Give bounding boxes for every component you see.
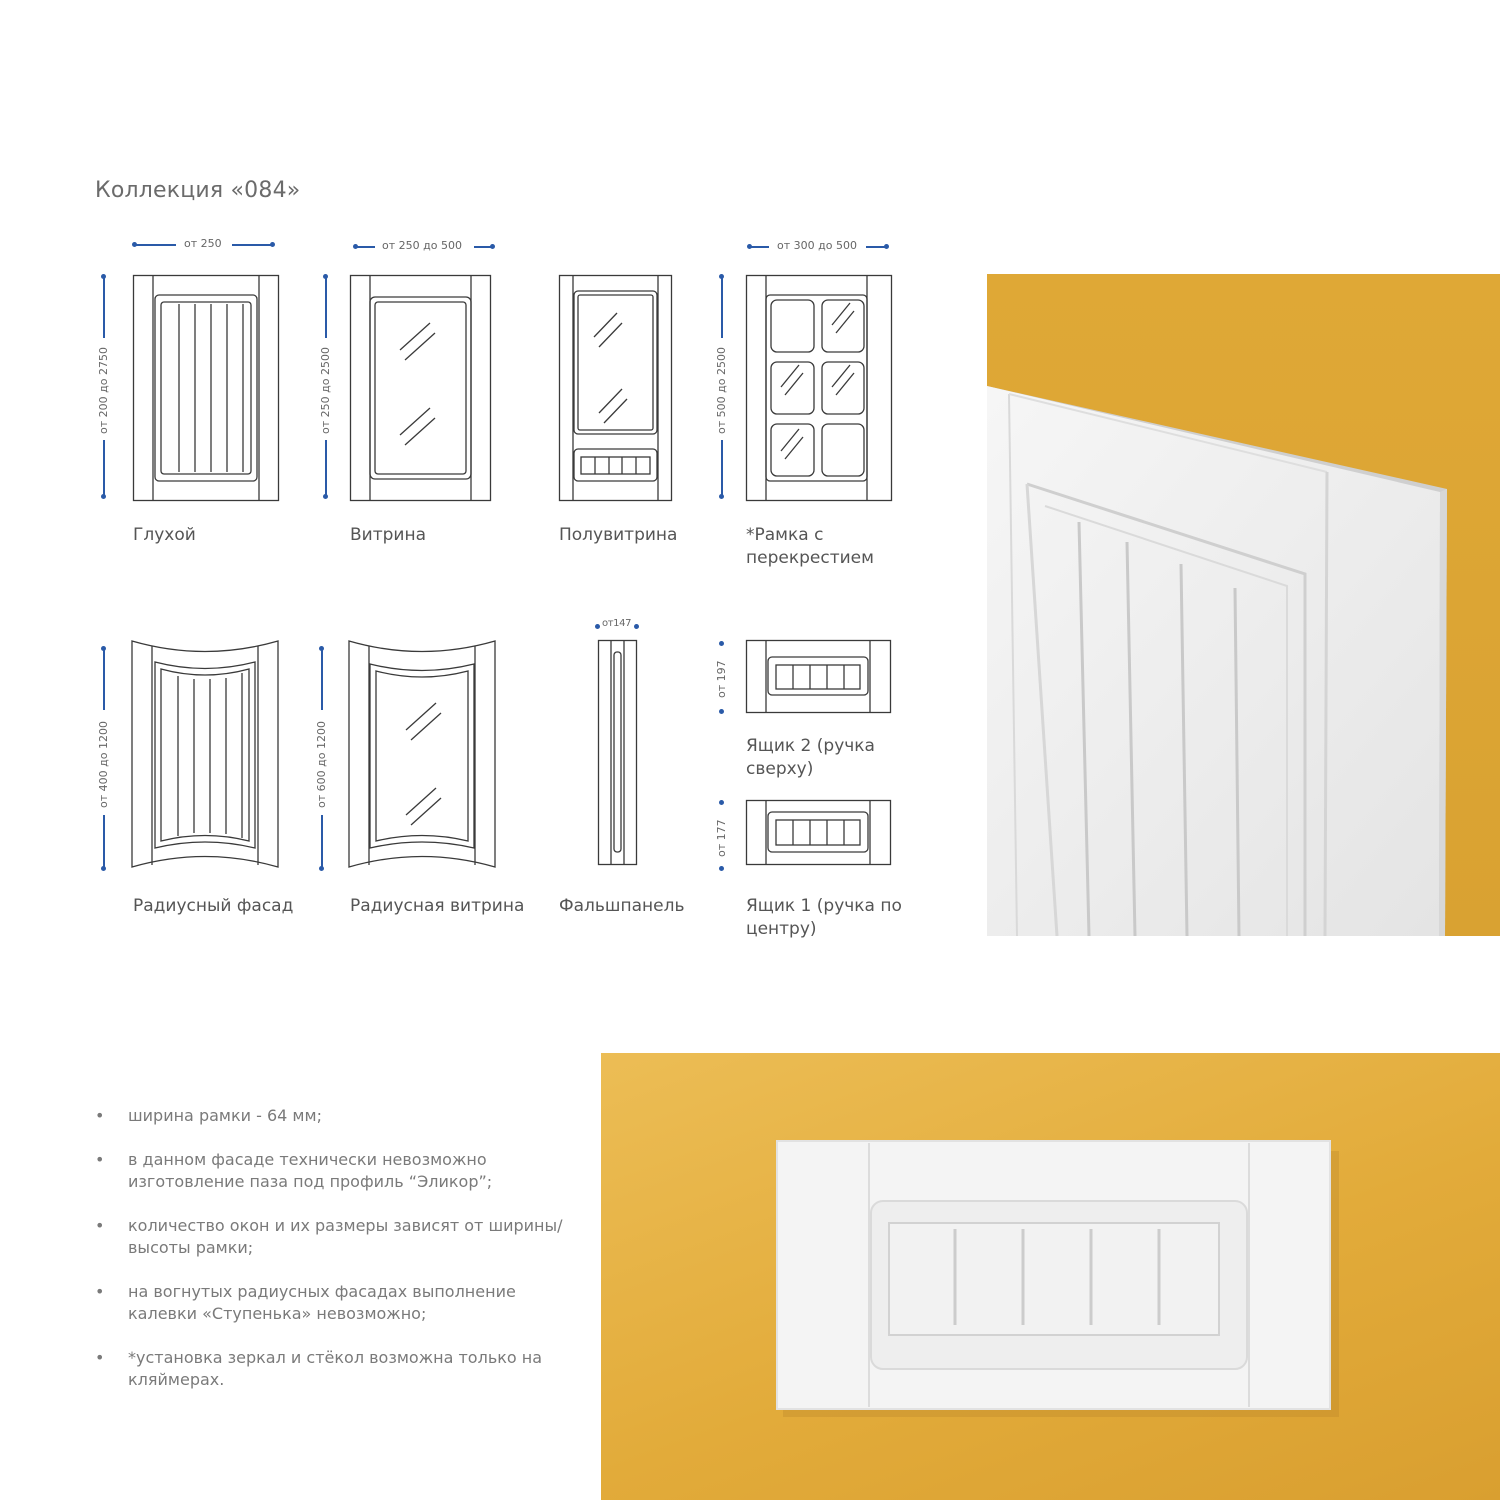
height-dimension-line bbox=[103, 440, 105, 495]
dimension-dot bbox=[884, 244, 889, 249]
width-dimension-line bbox=[232, 244, 272, 246]
dimension-dot bbox=[353, 244, 358, 249]
height-dimension-label: от 250 до 2500 bbox=[319, 347, 332, 434]
solid-panel-facade-icon bbox=[133, 275, 279, 501]
dimension-dot bbox=[719, 709, 724, 714]
dimension-dot bbox=[132, 242, 137, 247]
radius-showcase-facade-icon bbox=[348, 640, 496, 872]
dimension-dot bbox=[719, 274, 724, 279]
list-item: • в данном фасаде технически невозможно изготовление паза под профиль “Эликор”; bbox=[95, 1150, 493, 1191]
height-dimension-line bbox=[721, 278, 723, 338]
drawer-2-icon bbox=[746, 640, 892, 714]
facade-name: Радиусная витрина bbox=[350, 896, 525, 916]
dimension-dot bbox=[323, 494, 328, 499]
dimension-dot bbox=[747, 244, 752, 249]
dimension-dot bbox=[101, 646, 106, 651]
list-item: • ширина рамки - 64 мм; bbox=[95, 1106, 322, 1125]
half-showcase-facade-icon bbox=[559, 275, 672, 501]
height-dimension-line bbox=[103, 278, 105, 338]
notes-list bbox=[95, 1105, 565, 1413]
facade-name: Полувитрина bbox=[559, 525, 678, 545]
width-dimension-label: от 250 до 500 bbox=[382, 239, 462, 252]
width-dimension-line bbox=[136, 244, 176, 246]
facade-name: Радиусный фасад bbox=[133, 896, 294, 916]
height-dimension-line bbox=[321, 650, 323, 710]
dimension-dot bbox=[319, 646, 324, 651]
door-photo bbox=[987, 274, 1500, 936]
dimension-dot bbox=[719, 800, 724, 805]
list-item: • *установка зеркал и стёкол возможна только на кляймерах. bbox=[95, 1348, 543, 1389]
height-dimension-label: от 600 до 1200 bbox=[315, 721, 328, 808]
height-dimension-label: от 177 bbox=[715, 819, 728, 857]
height-dimension-line bbox=[721, 440, 723, 495]
false-panel-icon bbox=[598, 640, 638, 866]
list-item: • количество окон и их размеры зависят от ширины/высоты рамки; bbox=[95, 1216, 563, 1257]
dimension-dot bbox=[101, 274, 106, 279]
dimension-dot bbox=[719, 866, 724, 871]
facade-name: *Рамка с перекрестием bbox=[746, 525, 874, 568]
width-dimension-line bbox=[751, 246, 769, 248]
width-dimension-line bbox=[357, 246, 375, 248]
dimension-dot bbox=[490, 244, 495, 249]
dimension-dot bbox=[634, 624, 639, 629]
dimension-dot bbox=[719, 641, 724, 646]
page-title: Коллекция «084» bbox=[95, 178, 301, 203]
facade-name: Фальшпанель bbox=[559, 896, 685, 916]
width-dimension-label: от147 bbox=[602, 618, 632, 629]
dimension-dot bbox=[101, 494, 106, 499]
height-dimension-line bbox=[325, 440, 327, 495]
height-dimension-line bbox=[325, 278, 327, 338]
radius-facade-icon bbox=[131, 640, 279, 872]
drawer-1-icon bbox=[746, 800, 892, 866]
dimension-dot bbox=[319, 866, 324, 871]
glass-showcase-facade-icon bbox=[350, 275, 491, 501]
facade-name: Глухой bbox=[133, 525, 196, 545]
height-dimension-label: от 400 до 1200 bbox=[97, 721, 110, 808]
facade-name: Ящик 2 (ручка сверху) bbox=[746, 736, 875, 779]
dimension-dot bbox=[270, 242, 275, 247]
dimension-dot bbox=[101, 866, 106, 871]
height-dimension-line bbox=[103, 650, 105, 710]
width-dimension-label: от 250 bbox=[184, 237, 222, 250]
cross-frame-facade-icon bbox=[746, 275, 892, 501]
height-dimension-label: от 197 bbox=[715, 660, 728, 698]
facade-name: Витрина bbox=[350, 525, 426, 545]
facade-name: Ящик 1 (ручка по центру) bbox=[746, 896, 902, 939]
drawer-photo bbox=[601, 1053, 1500, 1500]
width-dimension-line bbox=[866, 246, 886, 248]
dimension-dot bbox=[719, 494, 724, 499]
height-dimension-label: от 500 до 2500 bbox=[715, 347, 728, 434]
list-item: • на вогнутых радиусных фасадах выполнение калевки «Ступенька» невозможно; bbox=[95, 1282, 516, 1323]
height-dimension-label: от 200 до 2750 bbox=[97, 347, 110, 434]
height-dimension-line bbox=[103, 815, 105, 867]
height-dimension-line bbox=[321, 815, 323, 867]
dimension-dot bbox=[323, 274, 328, 279]
dimension-dot bbox=[595, 624, 600, 629]
width-dimension-label: от 300 до 500 bbox=[777, 239, 857, 252]
